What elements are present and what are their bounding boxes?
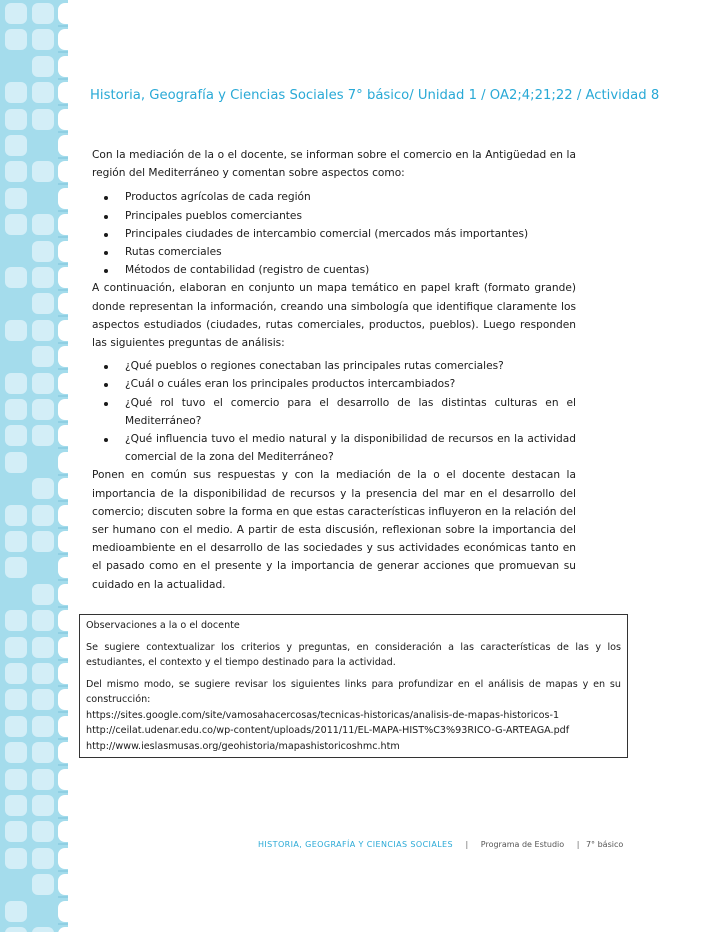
link[interactable]: http://ceilat.udenar.edu.co/wp-content/uploads/2011/11/EL-MAPA-HIST%C3%93RICO-G-ARTEAGA.pdf [86,725,570,736]
questions-list [92,357,576,466]
list-item: Principales ciudades de intercambio comercial (mercados más importantes) [92,225,576,243]
decorative-side-strip [0,0,68,932]
list-item: ¿Qué pueblos o regiones conectaban las principales rutas comerciales? [92,357,576,375]
page-footer [258,840,623,849]
links-list [86,708,621,755]
list-item: ¿Cuál o cuáles eran los principales productos intercambiados? [92,375,576,393]
link[interactable]: http://www.ieslasmusas.org/geohistoria/mapashistoricoshmc.htm [86,740,400,752]
teacher-observations-box [79,614,628,758]
footer-grade: 7° básico [585,840,624,849]
link[interactable]: https://sites.google.com/site/vamosahacercosas/tecnicas-historicas/analisis-de-mapas-historicos-1 [86,709,560,721]
list-item: Principales pueblos comerciantes [92,207,576,225]
activity-intro: Con la mediación de la o el docente, se informan sobre el comercio en la Antigüedad en la región del Mediterráneo y comentan sobre aspectos como: [92,149,576,180]
strip-edge [68,0,72,932]
footer-program: Programa de Estudio [480,840,565,849]
footer-subject: HISTORIA, GEOGRAFÍA Y CIENCIAS SOCIALES [258,840,453,849]
page-title: Historia, Geografía y Ciencias Sociales 7° básico/ Unidad 1 / OA2;4;21;22 / Actividad 8 [90,88,660,103]
list-item: ¿Qué influencia tuvo el medio natural y la disponibilidad de recursos en la actividad comercial de la zona del Mediterráneo? [92,430,576,466]
footer-separator: | [576,840,580,849]
observations-links-intro: Del mismo modo, se sugiere revisar los siguientes links para profundizar en el análisis de mapas y en su construcción: [86,678,621,705]
activity-content [92,146,576,594]
list-item: ¿Qué rol tuvo el comercio para el desarrollo de las distintas culturas en el Mediterráneo? [92,394,576,430]
observations-title: Observaciones a la o el docente [86,620,240,631]
map-paragraph: A continuación, elaboran en conjunto un mapa temático en papel kraft (formato grande) donde representan la información, creando una simbología que identifique claramente los aspectos estudiados (ciudades, rutas comerciales, productos, pueblos). Luego responden las siguientes preguntas de análisis: [92,282,576,350]
list-item: Productos agrícolas de cada región [92,188,576,206]
list-item: Métodos de contabilidad (registro de cuentas) [92,261,576,279]
footer-separator: | [465,840,469,849]
list-item: Rutas comerciales [92,243,576,261]
closing-paragraph: Ponen en común sus respuestas y con la mediación de la o el docente destacan la importancia de la disponibilidad de recursos y la presencia del mar en el desarrollo del comercio; discuten sobre la forma en que estas características influyeron en la relación del ser humano con el medio. A partir de esta discusión, reflexionan sobre la importancia del medioambiente en el desarrollo de las sociedades y sus actividades económicas tanto en el pasado como en el presente y la importancia de generar acciones que promuevan su cuidado en la actualidad. [92,469,576,591]
topics-list [92,188,576,279]
observations-paragraph: Se sugiere contextualizar los criterios y preguntas, en consideración a las características de las y los estudiantes, el contexto y el tiempo destinado para la actividad. [86,641,621,668]
